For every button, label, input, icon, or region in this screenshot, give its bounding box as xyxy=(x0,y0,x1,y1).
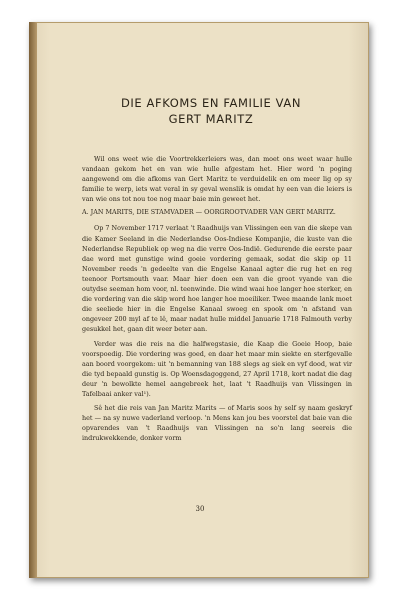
page-spine xyxy=(29,22,37,578)
page-title xyxy=(62,95,360,127)
intro-paragraph: Wil ons weet wie die Voortrekkerleiers was, dan moet ons weet waar hulle vandaan gekom het en van wie hulle afgestam het. Hier word 'n poging aangewend om die afkoms van Gert Maritz te verduidelik en om meer lig op sy familie te werp, iets wat veral in sy geval wenslik is omdat hy een van die leiers is van wie ons tot nou toe nog maar baie min geweet het. xyxy=(82,155,352,204)
page-number: 30 xyxy=(195,505,205,513)
paragraph-2: Verder was die reis na die halfwegstasie, die Kaap die Goeie Hoop, baie voorspoedig. Die vordering was goed, en daar het maar min siekte en sterfgevalle aan boord voorgekom: uit 'n bemanning van 188 slegs ag siek en vyf dood, wat vir die tyd bepaald gunstig is. Op Woensdagoggend, 27 April 1718, kort nadat die dag deur 'n bewolkte hemel aangebreek het, laat 't Raadhuijs van Vlissingen in Tafelbaai anker val¹). xyxy=(82,339,352,398)
section-heading: A. JAN MARITS, DIE STAMVADER — OORGROOTVADER VAN GERT MARITZ. xyxy=(82,208,336,217)
paragraph-1: Op 7 November 1717 verlaat 't Raadhuijs van Vlissingen een van die skepe van die Kamer Seeland in die Nederlandse Oos-Indiese Kompanjie, die kuste van die Nederlandse Republiek op weg na die verre Oos-Indië. Gedurende die eerste paar dae word met gunstige wind goeie vordering gemaak, sodat die skip op 11 November reeds 'n gedeelte van die Engelse Kanaal agter die rug het en reg teenoor Portsmouth vaar. Maar hier doen een van die groot vyande van die outydse seeman hom voor, nl. teenwinde. Die wind waai hoe langer hoe sterker, en die vordering van die skip word hoe langer hoe moeiliker. Twee maande lank moet die seeliede hier in die Engelse Kanaal swoeg en spook om 'n afstand van ongeveer 200 myl af te lê, maar nadat hulle middel Januarie 1718 Falmouth verby gesukkel het, gaan dit weer beter aan. xyxy=(82,224,352,334)
paragraph-3: Sê het die reis van Jan Maritz Marits — of Maris soos hy self sy naam geskryf het — na sy nuwe vaderland verloop. 'n Mens kan jou bes voorstel dat baie van die opvarendes van 't Raadhuijs van Vlissingen na so'n lang seereis die indrukwekkende, donker vorm xyxy=(82,404,352,443)
title-line-1: DIE AFKOMS EN FAMILIE VAN xyxy=(120,96,302,110)
body-text xyxy=(82,154,352,447)
title-line-2: GERT MARITZ xyxy=(168,112,254,126)
